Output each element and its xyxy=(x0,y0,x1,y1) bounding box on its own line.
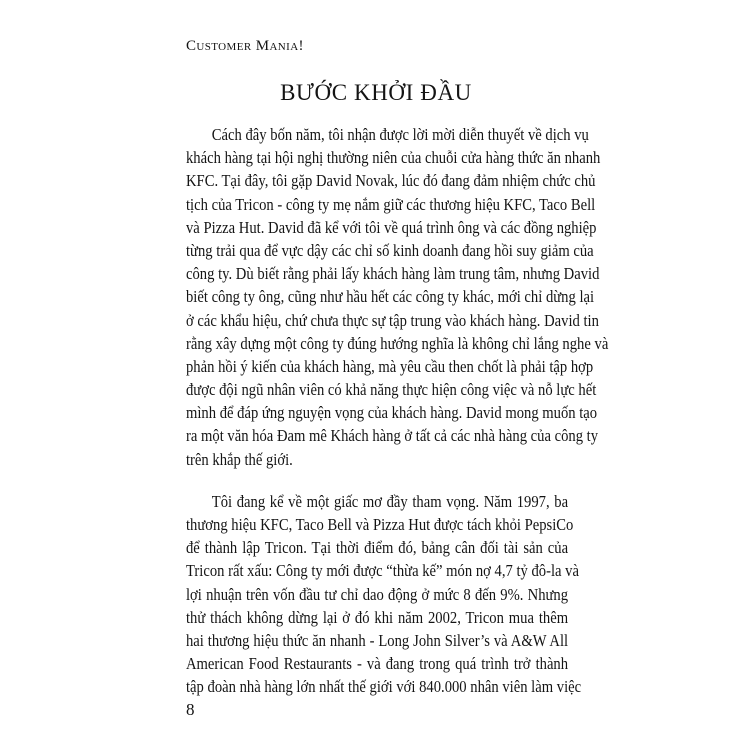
text-line: được đội ngũ nhân viên có khả năng thực hiện công việc và nỗ lực hết xyxy=(186,380,597,400)
text-line: Tôi đang kể về một giấc mơ đầy tham vọng. Năm 1997, ba xyxy=(211,491,569,511)
text-line: Cách đây bốn năm, tôi nhận được lời mời diễn thuyết về dịch vụ xyxy=(211,125,589,144)
text-line: thử thách không dừng lại ở đó khi năm 2002, Tricon mua thêm xyxy=(186,607,569,627)
text-line: thương hiệu KFC, Taco Bell và Pizza Hut được tách khỏi PepsiCo xyxy=(186,515,574,534)
paragraph-2 xyxy=(186,490,582,699)
text-line: mình để đáp ứng nguyện vọng của khách hàng. David mong muốn tạo xyxy=(186,403,598,423)
text-line: American Food Restaurants - và đang trong quá trình trở thành xyxy=(186,654,569,674)
body-text xyxy=(186,123,609,699)
text-line: rằng xây dựng một công ty đúng hướng nghĩa là không chỉ lắng nghe và xyxy=(186,333,609,353)
paragraph-1 xyxy=(186,123,609,471)
text-line: Tricon rất xấu: Công ty mới được “thừa kế” món nợ 4,7 tỷ đô-la và xyxy=(186,561,579,581)
text-line: hai thương hiệu thức ăn nhanh - Long John Silver’s và A&W All xyxy=(186,630,569,650)
running-header: Customer Mania! xyxy=(186,38,304,54)
text-line: ra một văn hóa Đam mê Khách hàng ở tất cả các nhà hàng của công ty xyxy=(186,426,599,446)
text-line: KFC. Tại đây, tôi gặp David Novak, lúc đó đang đảm nhiệm chức chủ xyxy=(186,171,596,191)
page-number: 8 xyxy=(186,700,195,719)
text-line: trên khắp thế giới. xyxy=(186,449,293,469)
text-line: và Pizza Hut. David đã kể với tôi về quá trình ông và các đồng nghiệp xyxy=(186,217,597,237)
text-line: biết công ty ông, cũng như hầu hết các công ty khác, mới chỉ dừng lại xyxy=(186,287,595,307)
text-line: để thành lập Tricon. Tại thời điểm đó, bảng cân đối tài sản của xyxy=(186,538,569,558)
text-line: từng trải qua để vực dậy các chỉ số kinh doanh đang hồi suy giảm của xyxy=(186,240,594,260)
text-line: lợi nhuận trên vốn đầu tư chỉ dao động ở mức 8 đến 9%. Nhưng xyxy=(186,584,569,604)
text-line: ở các khẩu hiệu, chứ chưa thực sự tập trung vào khách hàng. David tin xyxy=(186,310,599,330)
text-line: tịch của Tricon - công ty mẹ nắm giữ các thương hiệu KFC, Taco Bell xyxy=(186,194,596,214)
text-line: khách hàng tại hội nghị thường niên của chuỗi cửa hàng thức ăn nhanh xyxy=(186,148,601,168)
text-line: tập đoàn nhà hàng lớn nhất thế giới với 840.000 nhân viên làm việc xyxy=(186,677,582,697)
text-line: phản hồi ý kiến của khách hàng, mà yêu cầu then chốt là phải tập hợp xyxy=(186,356,594,376)
text-line: công ty. Dù biết rằng phải lấy khách hàng làm trung tâm, nhưng David xyxy=(186,264,600,284)
chapter-title: BƯỚC KHỞI ĐẦU xyxy=(280,80,472,105)
